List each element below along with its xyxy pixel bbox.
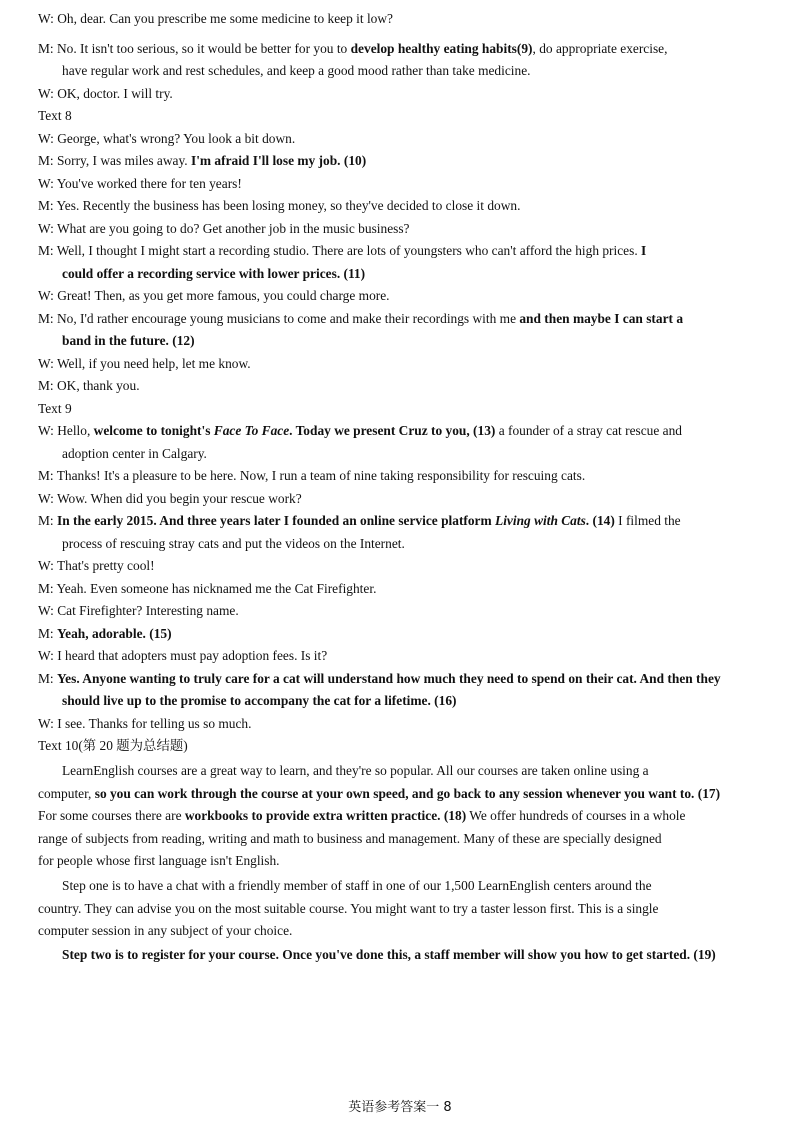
transcript-line [38, 737, 188, 754]
transcript-line [38, 580, 376, 597]
line-text: computer, [38, 786, 95, 801]
answer-text: and then maybe I can start a [519, 311, 684, 326]
line-text: M: Yeah. Even someone has nicknamed me the Cat Firefighter. [38, 581, 377, 596]
line-text: Text 8 [38, 108, 72, 123]
transcript-line [38, 242, 646, 259]
answer-text: Step two is to register for your course. Once you've done this, a staff member will show you how to get started. (19) [62, 947, 716, 962]
transcript-line [38, 602, 239, 619]
line-text: M: [38, 626, 57, 641]
line-text: W: Hello, [38, 423, 94, 438]
line-text: W: You've worked there for ten years! [38, 176, 242, 191]
answer-text: workbooks to provide extra written practice. (18) [184, 808, 467, 823]
line-text: have regular work and rest schedules, and keep a good mood rather than take medicine. [62, 63, 531, 78]
transcript-line [38, 852, 280, 869]
transcript-line [38, 310, 683, 327]
transcript-line [38, 922, 292, 939]
line-text: a founder of a stray cat rescue and [495, 423, 682, 438]
transcript-line [38, 512, 681, 529]
transcript-line [38, 400, 72, 417]
transcript-line [38, 10, 393, 27]
transcript-line [38, 107, 72, 124]
transcript-line [38, 355, 251, 372]
answer-text: should live up to the promise to accompany the cat for a lifetime. (16) [62, 693, 457, 708]
answer-text: In the early 2015. And three years later I founded an online service platform [56, 513, 496, 528]
line-text: , do appropriate exercise, [532, 41, 668, 56]
line-text: W: Great! Then, as you get more famous, you could charge more. [38, 288, 390, 303]
line-text: range of subjects from reading, writing and math to business and management. Many of these are specially designed [38, 831, 662, 846]
line-text: I filmed the [614, 513, 681, 528]
answer-text: Living with Cats [495, 513, 586, 528]
transcript-line [38, 830, 662, 847]
answer-text: I [641, 243, 647, 258]
answer-text: . Today we present Cruz to you, (13) [289, 423, 496, 438]
transcript-line [62, 946, 716, 963]
line-text: M: [38, 513, 57, 528]
line-text: for people whose first language isn't English. [38, 853, 280, 868]
line-text: For some courses there are [38, 808, 185, 823]
answer-text: . (14) [585, 513, 615, 528]
transcript-line [38, 85, 173, 102]
line-text: W: What are you going to do? Get another job in the music business? [38, 221, 410, 236]
transcript-line [38, 287, 390, 304]
line-text: W: Cat Firefighter? Interesting name. [38, 603, 239, 618]
line-text: computer session in any subject of your choice. [38, 923, 293, 938]
answer-text: Yes. Anyone wanting to truly care for a cat will understand how much they need to spend on their cat. And then they [56, 671, 721, 686]
transcript-line [38, 715, 251, 732]
answer-text: I'm afraid I'll lose my job. (10) [190, 153, 367, 168]
transcript-line [62, 445, 207, 462]
line-text: M: OK, thank you. [38, 378, 140, 393]
transcript-line [38, 625, 172, 642]
answer-text: welcome to tonight's [93, 423, 214, 438]
line-text: W: OK, doctor. I will try. [38, 86, 173, 101]
line-text: W: I heard that adopters must pay adoption fees. Is it? [38, 648, 328, 663]
transcript-line [38, 220, 410, 237]
line-text: process of rescuing stray cats and put the videos on the Internet. [62, 536, 405, 551]
transcript-line [62, 265, 365, 282]
transcript-line [38, 670, 721, 687]
transcript-line [38, 467, 585, 484]
line-text: M: Yes. Recently the business has been losing money, so they've decided to close it down. [38, 198, 521, 213]
transcript-line [62, 762, 649, 779]
answer-text: could offer a recording service with lower prices. (11) [62, 266, 366, 281]
line-text: M: No. It isn't too serious, so it would be better for you to [38, 41, 351, 56]
transcript-line [38, 152, 366, 169]
line-text: Text 10(第 20 题为总结题) [38, 738, 188, 753]
line-text: M: Well, I thought I might start a recording studio. There are lots of youngsters who can't afford the high prices. [38, 243, 642, 258]
line-text: W: Oh, dear. Can you prescribe me some medicine to keep it low? [38, 11, 393, 26]
transcript-line [38, 422, 682, 439]
answer-text: so you can work through the course at your own speed, and go back to any session whenever you want to. (17) [94, 786, 721, 801]
line-text: M: No, I'd rather encourage young musicians to come and make their recordings with me [38, 311, 520, 326]
line-text: Step one is to have a chat with a friendly member of staff in one of our 1,500 LearnEnglish centers around the [62, 878, 652, 893]
transcript-line [38, 490, 302, 507]
answer-text: band in the future. (12) [62, 333, 195, 348]
transcript-line [38, 900, 658, 917]
line-text: LearnEnglish courses are a great way to learn, and they're so popular. All our courses are taken online using a [62, 763, 649, 778]
line-text: country. They can advise you on the most suitable course. You might want to try a taster lesson first. This is a single [38, 901, 659, 916]
transcript-line [62, 332, 195, 349]
line-text: W: Wow. When did you begin your rescue work? [38, 491, 302, 506]
answer-text: Face To Face [213, 423, 290, 438]
transcript-line [38, 40, 667, 57]
transcript-line [38, 557, 155, 574]
answer-text: develop healthy eating habits(9) [350, 41, 533, 56]
transcript-line [62, 877, 652, 894]
transcript-line [62, 535, 405, 552]
line-text: W: That's pretty cool! [38, 558, 155, 573]
line-text: M: Thanks! It's a pleasure to be here. Now, I run a team of nine taking responsibility for rescuing cats. [38, 468, 586, 483]
transcript-line [62, 692, 457, 709]
line-text: Text 9 [38, 401, 72, 416]
transcript-line [38, 785, 720, 802]
transcript-line [62, 62, 531, 79]
transcript-line [38, 647, 327, 664]
transcript-line [38, 807, 685, 824]
transcript-line [38, 130, 295, 147]
page-footer: 英语参考答案一 8 [348, 1100, 452, 1115]
line-text: M: Sorry, I was miles away. [38, 153, 191, 168]
transcript-line [38, 175, 242, 192]
line-text: W: Well, if you need help, let me know. [38, 356, 251, 371]
line-text: We offer hundreds of courses in a whole [466, 808, 686, 823]
line-text: M: [38, 671, 57, 686]
transcript-line [38, 377, 140, 394]
line-text: adoption center in Calgary. [62, 446, 207, 461]
line-text: W: George, what's wrong? You look a bit down. [38, 131, 296, 146]
answer-text: Yeah, adorable. (15) [56, 626, 172, 641]
line-text: W: I see. Thanks for telling us so much. [38, 716, 252, 731]
transcript-line [38, 197, 520, 214]
